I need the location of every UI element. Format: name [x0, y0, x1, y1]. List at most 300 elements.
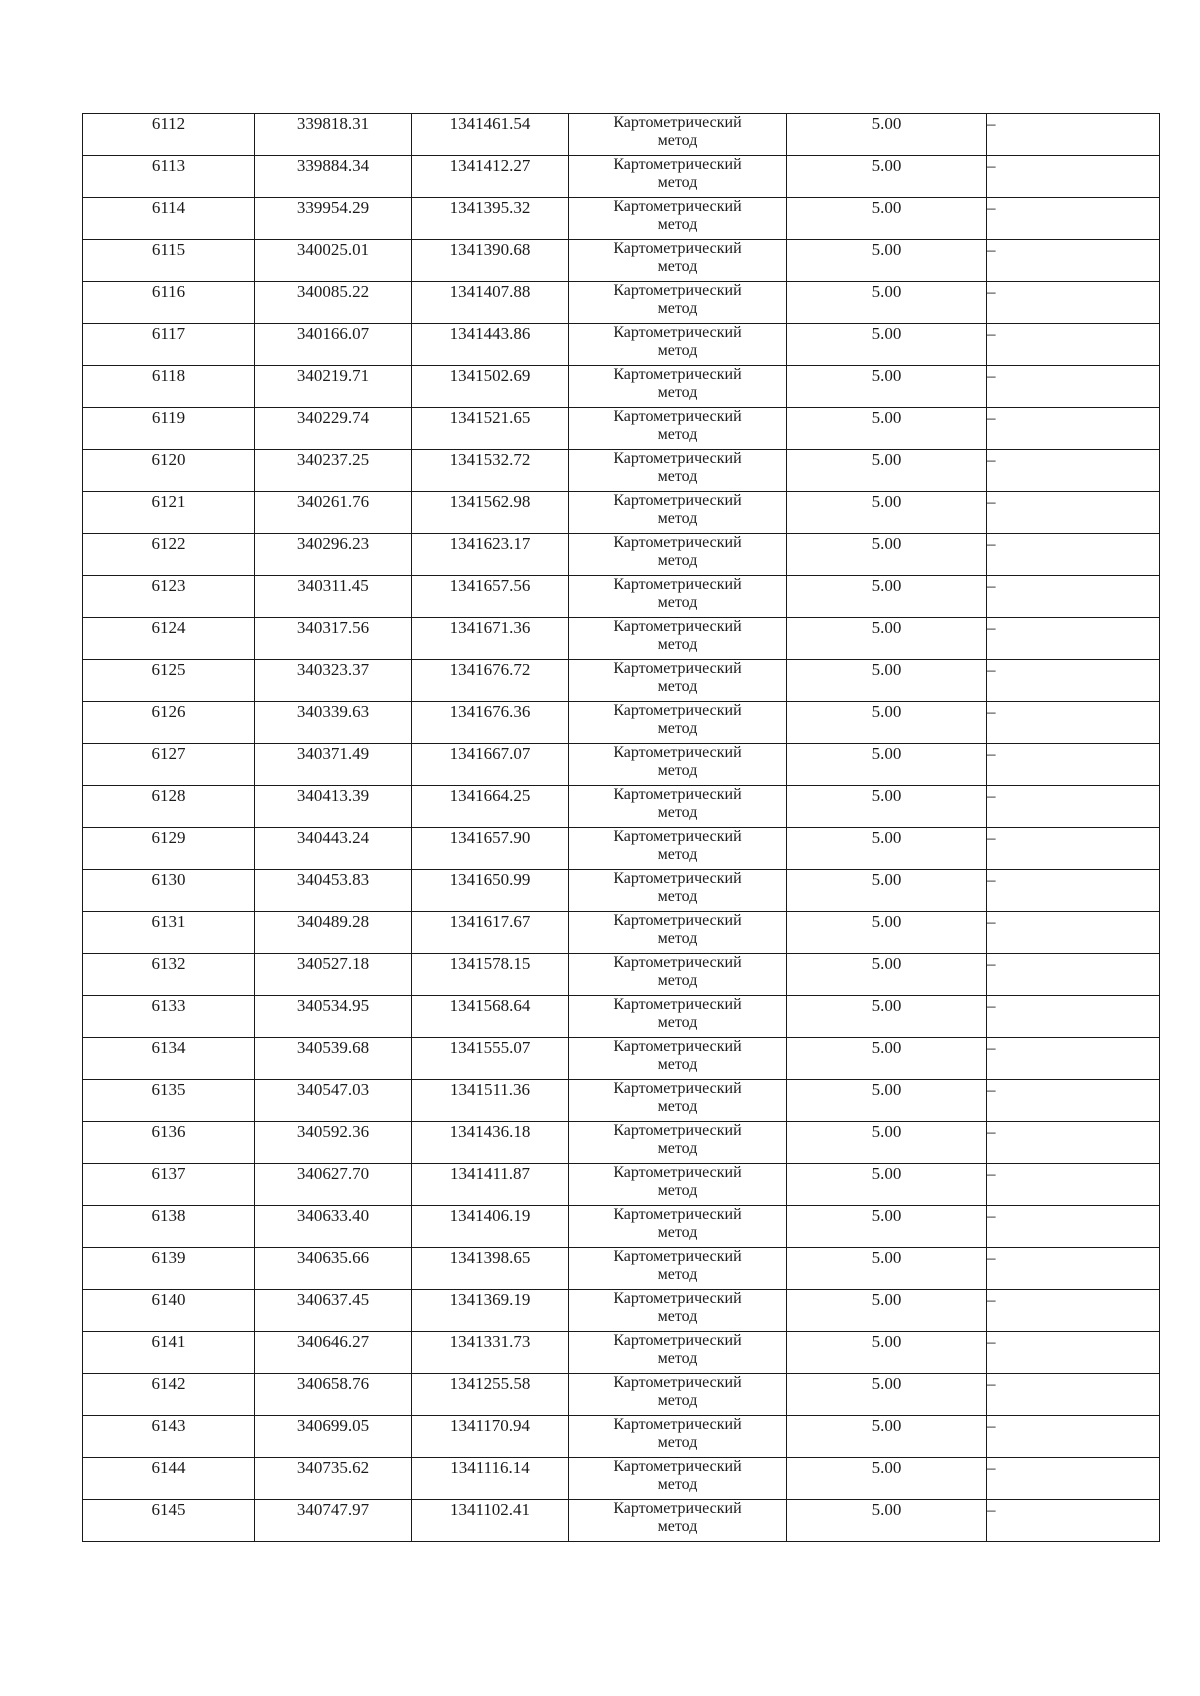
accuracy-cell-text: 5.00 [871, 1332, 902, 1351]
coordinate-y-cell-text: 1341102.41 [449, 1500, 531, 1519]
method-cell [569, 1416, 787, 1458]
method-line2-text: метод [657, 636, 698, 653]
point-number-cell-text: 6119 [151, 408, 186, 427]
point-number-cell-text: 6124 [151, 618, 186, 637]
accuracy-cell [787, 702, 987, 744]
coordinate-y-cell-text: 1341562.98 [449, 492, 531, 511]
coordinate-x-cell-text: 340635.66 [296, 1248, 370, 1267]
method-cell [569, 114, 787, 156]
coordinate-x-cell [255, 996, 412, 1038]
note-cell-text: – [987, 408, 996, 427]
note-cell-text: – [987, 912, 996, 931]
method-line2-text: метод [657, 300, 698, 317]
note-cell-text: – [987, 1248, 996, 1267]
coordinate-y-cell-text: 1341664.25 [449, 786, 531, 805]
note-cell-text: – [987, 198, 996, 217]
note-cell [987, 1416, 1160, 1458]
accuracy-cell [787, 1164, 987, 1206]
coordinate-x-cell [255, 1248, 412, 1290]
table-row [83, 1122, 1160, 1164]
coordinate-y-cell [412, 744, 569, 786]
coordinate-y-cell-text: 1341657.90 [449, 828, 531, 847]
accuracy-cell [787, 912, 987, 954]
note-cell [987, 828, 1160, 870]
method-line1-text: Картометрический [613, 1080, 742, 1097]
method-line1-text: Картометрический [613, 618, 742, 635]
point-number-cell-text: 6114 [151, 198, 186, 217]
coordinate-x-cell-text: 340261.76 [296, 492, 370, 511]
accuracy-cell [787, 492, 987, 534]
point-number-cell [83, 1164, 255, 1206]
method-cell [569, 1206, 787, 1248]
note-cell [987, 114, 1160, 156]
note-cell [987, 576, 1160, 618]
point-number-cell-text: 6115 [151, 240, 186, 259]
point-number-cell-text: 6117 [151, 324, 186, 343]
method-line1-text: Картометрический [613, 1290, 742, 1307]
accuracy-cell-text: 5.00 [871, 282, 902, 301]
method-cell [569, 1038, 787, 1080]
coordinate-y-cell [412, 912, 569, 954]
method-cell [569, 1332, 787, 1374]
accuracy-cell-text: 5.00 [871, 1374, 902, 1393]
method-cell [569, 786, 787, 828]
accuracy-cell [787, 1080, 987, 1122]
method-line1-text: Картометрический [613, 576, 742, 593]
coordinate-y-cell [412, 450, 569, 492]
coordinate-y-cell [412, 198, 569, 240]
method-cell [569, 324, 787, 366]
method-line1-text: Картометрический [613, 702, 742, 719]
coordinate-x-cell-text: 340237.25 [296, 450, 370, 469]
method-line2-text: метод [657, 594, 698, 611]
point-number-cell [83, 702, 255, 744]
method-cell [569, 996, 787, 1038]
method-cell [569, 660, 787, 702]
point-number-cell [83, 1038, 255, 1080]
method-cell [569, 1290, 787, 1332]
note-cell [987, 450, 1160, 492]
point-number-cell-text: 6122 [151, 534, 186, 553]
method-line1-text: Картометрический [613, 660, 742, 677]
coordinate-y-cell [412, 1500, 569, 1542]
accuracy-cell [787, 1248, 987, 1290]
table-row [83, 954, 1160, 996]
method-line2-text: метод [657, 132, 698, 149]
coordinate-x-cell [255, 660, 412, 702]
point-number-cell [83, 156, 255, 198]
method-cell [569, 1122, 787, 1164]
accuracy-cell [787, 660, 987, 702]
coordinate-x-cell [255, 702, 412, 744]
note-cell-text: – [987, 744, 996, 763]
point-number-cell [83, 744, 255, 786]
point-number-cell-text: 6112 [151, 114, 186, 133]
coordinate-y-cell-text: 1341578.15 [449, 954, 531, 973]
point-number-cell [83, 786, 255, 828]
coordinate-y-cell-text: 1341255.58 [449, 1374, 531, 1393]
method-cell [569, 828, 787, 870]
table-row [83, 1416, 1160, 1458]
accuracy-cell [787, 618, 987, 660]
table-row [83, 1080, 1160, 1122]
note-cell-text: – [987, 240, 996, 259]
coordinate-y-cell-text: 1341521.65 [449, 408, 531, 427]
point-number-cell [83, 1122, 255, 1164]
coordinate-y-cell [412, 282, 569, 324]
note-cell-text: – [987, 660, 996, 679]
method-line1-text: Картометрический [613, 1458, 742, 1475]
method-line1-text: Картометрический [613, 408, 742, 425]
table-row [83, 744, 1160, 786]
accuracy-cell-text: 5.00 [871, 198, 902, 217]
method-line1-text: Картометрический [613, 492, 742, 509]
accuracy-cell-text: 5.00 [871, 660, 902, 679]
accuracy-cell-text: 5.00 [871, 324, 902, 343]
note-cell [987, 1458, 1160, 1500]
table-row [83, 408, 1160, 450]
point-number-cell [83, 408, 255, 450]
method-cell [569, 1164, 787, 1206]
accuracy-cell [787, 450, 987, 492]
table-row [83, 1458, 1160, 1500]
note-cell-text: – [987, 114, 996, 133]
note-cell-text: – [987, 954, 996, 973]
note-cell-text: – [987, 1206, 996, 1225]
accuracy-cell-text: 5.00 [871, 954, 902, 973]
point-number-cell-text: 6121 [151, 492, 186, 511]
coordinate-x-cell [255, 912, 412, 954]
point-number-cell-text: 6143 [151, 1416, 186, 1435]
method-line2-text: метод [657, 804, 698, 821]
method-line1-text: Картометрический [613, 450, 742, 467]
note-cell [987, 1080, 1160, 1122]
accuracy-cell-text: 5.00 [871, 618, 902, 637]
accuracy-cell-text: 5.00 [871, 114, 902, 133]
coordinate-x-cell [255, 1416, 412, 1458]
table-row [83, 660, 1160, 702]
method-line2-text: метод [657, 384, 698, 401]
coordinate-x-cell-text: 340539.68 [296, 1038, 370, 1057]
coordinate-x-cell-text: 340547.03 [296, 1080, 370, 1099]
coordinate-x-cell-text: 339954.29 [296, 198, 370, 217]
point-number-cell-text: 6133 [151, 996, 186, 1015]
method-line1-text: Картометрический [613, 1248, 742, 1265]
method-line1-text: Картометрический [613, 1122, 742, 1139]
accuracy-cell [787, 282, 987, 324]
point-number-cell-text: 6129 [151, 828, 186, 847]
note-cell [987, 912, 1160, 954]
coordinate-x-cell [255, 366, 412, 408]
coordinate-y-cell-text: 1341676.72 [449, 660, 531, 679]
coordinate-x-cell [255, 324, 412, 366]
note-cell-text: – [987, 1290, 996, 1309]
accuracy-cell-text: 5.00 [871, 1500, 902, 1519]
method-line1-text: Картометрический [613, 786, 742, 803]
point-number-cell [83, 450, 255, 492]
note-cell-text: – [987, 618, 996, 637]
method-cell [569, 198, 787, 240]
coordinate-x-cell [255, 282, 412, 324]
point-number-cell [83, 534, 255, 576]
point-number-cell-text: 6144 [151, 1458, 186, 1477]
coordinate-y-cell [412, 1416, 569, 1458]
coordinate-y-cell-text: 1341331.73 [449, 1332, 531, 1351]
point-number-cell-text: 6118 [151, 366, 186, 385]
accuracy-cell [787, 954, 987, 996]
point-number-cell [83, 618, 255, 660]
coordinates-table-body [83, 114, 1160, 1542]
point-number-cell [83, 492, 255, 534]
coordinate-x-cell-text: 340633.40 [296, 1206, 370, 1225]
coordinate-x-cell-text: 340311.45 [297, 576, 369, 595]
note-cell-text: – [987, 828, 996, 847]
coordinate-y-cell-text: 1341511.36 [449, 1080, 531, 1099]
note-cell-text: – [987, 156, 996, 175]
accuracy-cell [787, 324, 987, 366]
method-cell [569, 954, 787, 996]
coordinate-x-cell-text: 340646.27 [296, 1332, 370, 1351]
point-number-cell [83, 324, 255, 366]
method-line1-text: Картометрический [613, 1332, 742, 1349]
method-cell [569, 618, 787, 660]
table-row [83, 1290, 1160, 1332]
accuracy-cell-text: 5.00 [871, 912, 902, 931]
method-line1-text: Картометрический [613, 324, 742, 341]
coordinate-x-cell-text: 340592.36 [296, 1122, 370, 1141]
method-line1-text: Картометрический [613, 1416, 742, 1433]
coordinate-y-cell-text: 1341395.32 [449, 198, 531, 217]
point-number-cell [83, 282, 255, 324]
accuracy-cell [787, 786, 987, 828]
accuracy-cell-text: 5.00 [871, 744, 902, 763]
method-line2-text: метод [657, 1266, 698, 1283]
note-cell [987, 156, 1160, 198]
coordinate-y-cell [412, 660, 569, 702]
point-number-cell-text: 6116 [151, 282, 186, 301]
coordinate-y-cell [412, 408, 569, 450]
coordinate-x-cell [255, 1332, 412, 1374]
accuracy-cell [787, 1458, 987, 1500]
point-number-cell [83, 1500, 255, 1542]
method-line2-text: метод [657, 930, 698, 947]
accuracy-cell [787, 408, 987, 450]
accuracy-cell [787, 1332, 987, 1374]
coordinate-y-cell [412, 1080, 569, 1122]
table-row [83, 828, 1160, 870]
point-number-cell [83, 198, 255, 240]
method-cell [569, 534, 787, 576]
table-row [83, 1500, 1160, 1542]
point-number-cell [83, 1332, 255, 1374]
coordinate-x-cell [255, 618, 412, 660]
coordinate-y-cell [412, 828, 569, 870]
method-line2-text: метод [657, 1392, 698, 1409]
accuracy-cell-text: 5.00 [871, 366, 902, 385]
note-cell [987, 744, 1160, 786]
point-number-cell-text: 6135 [151, 1080, 186, 1099]
coordinate-x-cell-text: 340527.18 [296, 954, 370, 973]
note-cell [987, 366, 1160, 408]
coordinate-x-cell-text: 340627.70 [296, 1164, 370, 1183]
coordinate-x-cell-text: 340453.83 [296, 870, 370, 889]
coordinate-x-cell [255, 870, 412, 912]
point-number-cell-text: 6138 [151, 1206, 186, 1225]
coordinate-y-cell [412, 576, 569, 618]
point-number-cell-text: 6130 [151, 870, 186, 889]
method-cell [569, 366, 787, 408]
method-line2-text: метод [657, 1056, 698, 1073]
coordinate-y-cell [412, 870, 569, 912]
note-cell [987, 870, 1160, 912]
coordinate-x-cell [255, 408, 412, 450]
accuracy-cell [787, 240, 987, 282]
coordinate-y-cell-text: 1341650.99 [449, 870, 531, 889]
method-line1-text: Картометрический [613, 114, 742, 131]
coordinate-y-cell-text: 1341555.07 [449, 1038, 531, 1057]
point-number-cell [83, 114, 255, 156]
point-number-cell-text: 6137 [151, 1164, 186, 1183]
coordinate-x-cell-text: 340658.76 [296, 1374, 370, 1393]
coordinate-y-cell-text: 1341443.86 [449, 324, 531, 343]
note-cell-text: – [987, 534, 996, 553]
coordinate-y-cell [412, 954, 569, 996]
table-row [83, 1332, 1160, 1374]
coordinate-x-cell-text: 340371.49 [296, 744, 370, 763]
accuracy-cell-text: 5.00 [871, 1290, 902, 1309]
accuracy-cell-text: 5.00 [871, 870, 902, 889]
coordinate-x-cell-text: 340296.23 [296, 534, 370, 553]
method-cell [569, 576, 787, 618]
table-row [83, 912, 1160, 954]
note-cell [987, 1206, 1160, 1248]
coordinate-x-cell [255, 1374, 412, 1416]
accuracy-cell-text: 5.00 [871, 156, 902, 175]
point-number-cell-text: 6132 [151, 954, 186, 973]
coordinate-y-cell [412, 1458, 569, 1500]
accuracy-cell [787, 198, 987, 240]
coordinate-y-cell-text: 1341436.18 [449, 1122, 531, 1141]
method-cell [569, 282, 787, 324]
point-number-cell-text: 6128 [151, 786, 186, 805]
method-cell [569, 702, 787, 744]
coordinate-y-cell-text: 1341667.07 [449, 744, 531, 763]
coordinate-x-cell-text: 340085.22 [296, 282, 370, 301]
point-number-cell-text: 6131 [151, 912, 186, 931]
table-row [83, 786, 1160, 828]
coordinates-table [82, 113, 1160, 1542]
table-row [83, 282, 1160, 324]
point-number-cell-text: 6125 [151, 660, 186, 679]
coordinate-y-cell [412, 1332, 569, 1374]
coordinate-x-cell [255, 1458, 412, 1500]
note-cell-text: – [987, 450, 996, 469]
accuracy-cell [787, 744, 987, 786]
note-cell-text: – [987, 1500, 996, 1519]
note-cell-text: – [987, 702, 996, 721]
method-line1-text: Картометрический [613, 240, 742, 257]
method-line1-text: Картометрический [613, 1206, 742, 1223]
table-row [83, 534, 1160, 576]
coordinate-y-cell [412, 996, 569, 1038]
coordinate-x-cell [255, 576, 412, 618]
table-row [83, 1374, 1160, 1416]
point-number-cell [83, 1374, 255, 1416]
table-row [83, 492, 1160, 534]
accuracy-cell [787, 156, 987, 198]
method-cell [569, 156, 787, 198]
method-cell [569, 1458, 787, 1500]
accuracy-cell-text: 5.00 [871, 786, 902, 805]
note-cell-text: – [987, 1080, 996, 1099]
note-cell-text: – [987, 576, 996, 595]
note-cell-text: – [987, 1458, 996, 1477]
note-cell-text: – [987, 1164, 996, 1183]
method-line1-text: Картометрический [613, 1374, 742, 1391]
coordinate-y-cell-text: 1341170.94 [449, 1416, 531, 1435]
coordinate-y-cell-text: 1341657.56 [449, 576, 531, 595]
coordinate-x-cell-text: 339818.31 [296, 114, 370, 133]
note-cell [987, 534, 1160, 576]
method-line1-text: Картометрический [613, 870, 742, 887]
point-number-cell-text: 6113 [151, 156, 186, 175]
method-line2-text: метод [657, 762, 698, 779]
method-line2-text: метод [657, 426, 698, 443]
coordinate-x-cell [255, 1122, 412, 1164]
method-cell [569, 870, 787, 912]
note-cell-text: – [987, 1416, 996, 1435]
note-cell-text: – [987, 870, 996, 889]
note-cell [987, 1374, 1160, 1416]
method-line2-text: метод [657, 1098, 698, 1115]
point-number-cell-text: 6145 [151, 1500, 186, 1519]
point-number-cell [83, 954, 255, 996]
coordinate-y-cell [412, 786, 569, 828]
accuracy-cell [787, 1290, 987, 1332]
method-line1-text: Картометрический [613, 828, 742, 845]
accuracy-cell [787, 366, 987, 408]
coordinate-y-cell-text: 1341461.54 [449, 114, 531, 133]
point-number-cell [83, 1248, 255, 1290]
point-number-cell [83, 996, 255, 1038]
table-row [83, 198, 1160, 240]
method-cell [569, 240, 787, 282]
accuracy-cell [787, 828, 987, 870]
coordinate-x-cell-text: 340219.71 [296, 366, 370, 385]
table-row [83, 450, 1160, 492]
method-cell [569, 744, 787, 786]
point-number-cell [83, 828, 255, 870]
coordinate-x-cell-text: 340339.63 [296, 702, 370, 721]
method-line1-text: Картометрический [613, 954, 742, 971]
table-row [83, 576, 1160, 618]
note-cell-text: – [987, 996, 996, 1015]
coordinate-y-cell-text: 1341398.65 [449, 1248, 531, 1267]
coordinate-y-cell [412, 240, 569, 282]
point-number-cell [83, 870, 255, 912]
accuracy-cell [787, 576, 987, 618]
coordinate-x-cell [255, 1290, 412, 1332]
accuracy-cell [787, 1500, 987, 1542]
coordinate-x-cell [255, 534, 412, 576]
coordinate-x-cell [255, 156, 412, 198]
note-cell [987, 618, 1160, 660]
point-number-cell [83, 912, 255, 954]
method-cell [569, 1080, 787, 1122]
note-cell [987, 1164, 1160, 1206]
method-line2-text: метод [657, 1308, 698, 1325]
note-cell-text: – [987, 786, 996, 805]
